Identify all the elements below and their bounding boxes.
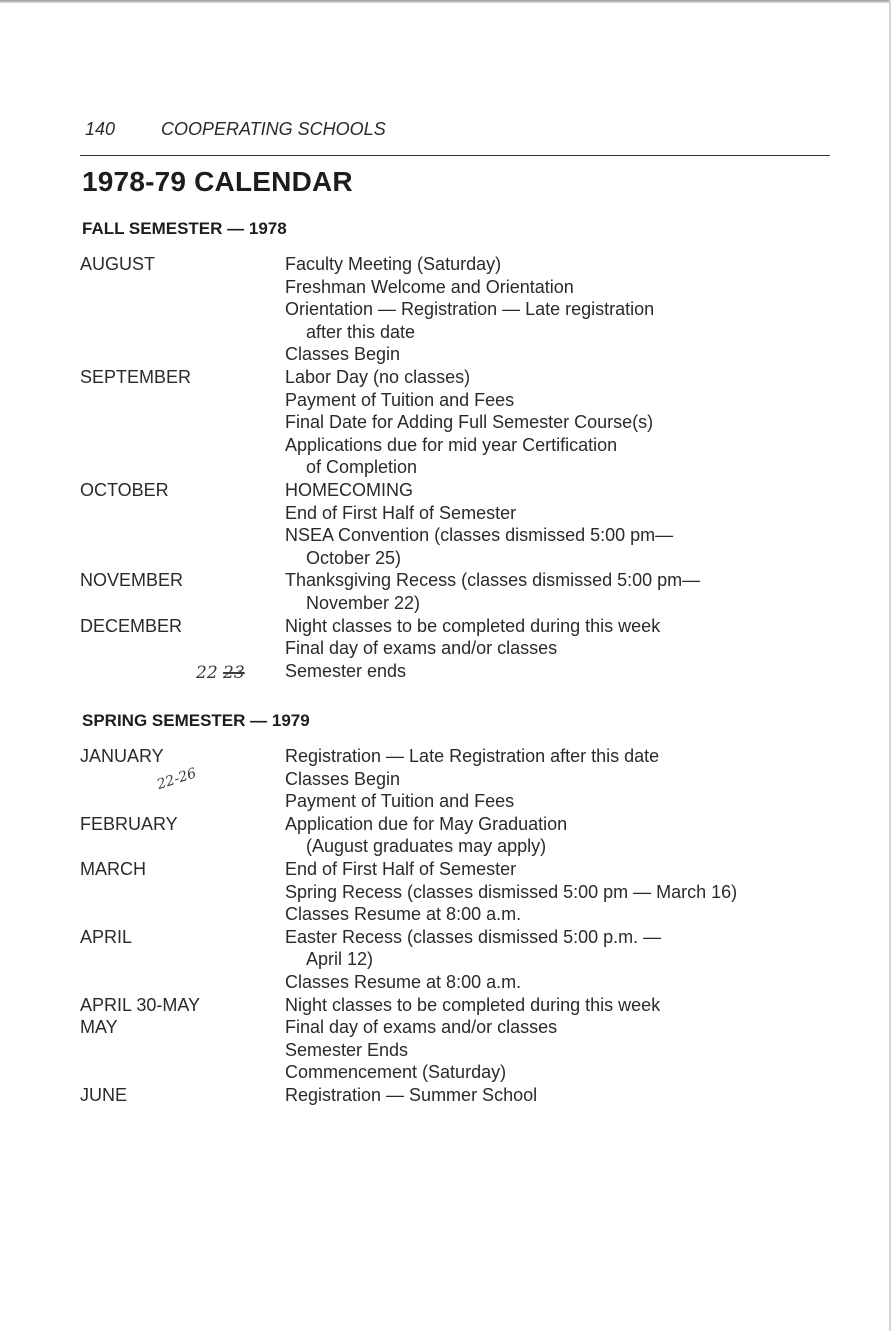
row-month: OCTOBER bbox=[80, 479, 169, 500]
row-month: MAY bbox=[80, 1017, 118, 1038]
struck-date: 23 bbox=[223, 662, 245, 683]
row-event: Orientation — Registration — Late registration bbox=[285, 299, 655, 320]
row-event: Payment of Tuition and Fees bbox=[285, 791, 515, 812]
row-event: Classes Begin bbox=[285, 768, 401, 789]
row-event: Faculty Meeting (Saturday) bbox=[285, 254, 502, 274]
row-event: Classes Resume at 8:00 a.m. bbox=[285, 971, 522, 992]
running-header bbox=[85, 119, 386, 140]
row-event: Registration — Late Registration after this date bbox=[285, 746, 660, 766]
row-event: November 22) bbox=[306, 592, 421, 613]
fall-semester-heading: FALL SEMESTER — 1978 bbox=[82, 219, 287, 238]
row-event: Classes Resume at 8:00 a.m. bbox=[285, 904, 522, 925]
row-event: Classes Begin bbox=[285, 344, 401, 365]
row-month: SEPTEMBER bbox=[80, 366, 192, 387]
handwritten-date-note: 22-26 bbox=[155, 764, 199, 793]
row-event: Payment of Tuition and Fees bbox=[285, 389, 515, 410]
row-event: Easter Recess (classes dismissed 5:00 p.m. — bbox=[285, 926, 662, 947]
row-event: Final Date for Adding Full Semester Course(s) bbox=[285, 412, 654, 433]
row-event: April 12) bbox=[306, 949, 374, 970]
row-event: October 25) bbox=[306, 547, 402, 568]
row-event: Semester ends bbox=[285, 660, 407, 681]
row-event: Thanksgiving Recess (classes dismissed 5:00 pm— bbox=[285, 570, 701, 591]
row-event: Night classes to be completed during this week bbox=[285, 994, 661, 1015]
row-event: of Completion bbox=[306, 457, 418, 478]
row-event: End of First Half of Semester bbox=[285, 502, 517, 523]
row-month: APRIL bbox=[80, 926, 133, 947]
row-event: Night classes to be completed during this week bbox=[285, 615, 661, 636]
page-number: 140 bbox=[85, 119, 116, 139]
row-month: DECEMBER bbox=[80, 615, 183, 636]
row-event: Registration — Summer School bbox=[285, 1084, 538, 1105]
calendar-title: 1978-79 CALENDAR bbox=[82, 166, 353, 197]
row-event: NSEA Convention (classes dismissed 5:00 pm— bbox=[285, 525, 674, 546]
row-month: JUNE bbox=[80, 1084, 128, 1105]
row-event: Final day of exams and/or classes bbox=[285, 1017, 558, 1038]
handwritten-date-correction bbox=[196, 663, 245, 683]
row-event: Final day of exams and/or classes bbox=[285, 638, 558, 659]
page-top-edge bbox=[0, 0, 891, 3]
row-event: HOMECOMING bbox=[285, 479, 413, 500]
handwritten-date: 22 bbox=[196, 662, 218, 683]
header-rule bbox=[80, 155, 830, 156]
row-event: Applications due for mid year Certification bbox=[285, 434, 618, 455]
row-event: Freshman Welcome and Orientation bbox=[285, 276, 574, 297]
row-month: MARCH bbox=[80, 858, 146, 879]
row-event: (August graduates may apply) bbox=[306, 836, 547, 857]
row-month: APRIL 30-MAY bbox=[80, 994, 201, 1015]
row-month: FEBRUARY bbox=[80, 813, 178, 834]
row-month: JANUARY bbox=[80, 746, 164, 766]
row-event: Semester Ends bbox=[285, 1039, 409, 1060]
row-month: AUGUST bbox=[80, 254, 156, 274]
spring-semester-heading: SPRING SEMESTER — 1979 bbox=[82, 711, 310, 730]
row-event: Commencement (Saturday) bbox=[285, 1062, 507, 1083]
row-event: Application due for May Graduation bbox=[285, 813, 568, 834]
row-month: NOVEMBER bbox=[80, 570, 184, 591]
row-event: after this date bbox=[306, 321, 416, 342]
row-event: Spring Recess (classes dismissed 5:00 pm — March 16) bbox=[285, 881, 738, 902]
row-event: Labor Day (no classes) bbox=[285, 366, 471, 387]
row-event: End of First Half of Semester bbox=[285, 858, 517, 879]
running-title: COOPERATING SCHOOLS bbox=[161, 119, 386, 139]
